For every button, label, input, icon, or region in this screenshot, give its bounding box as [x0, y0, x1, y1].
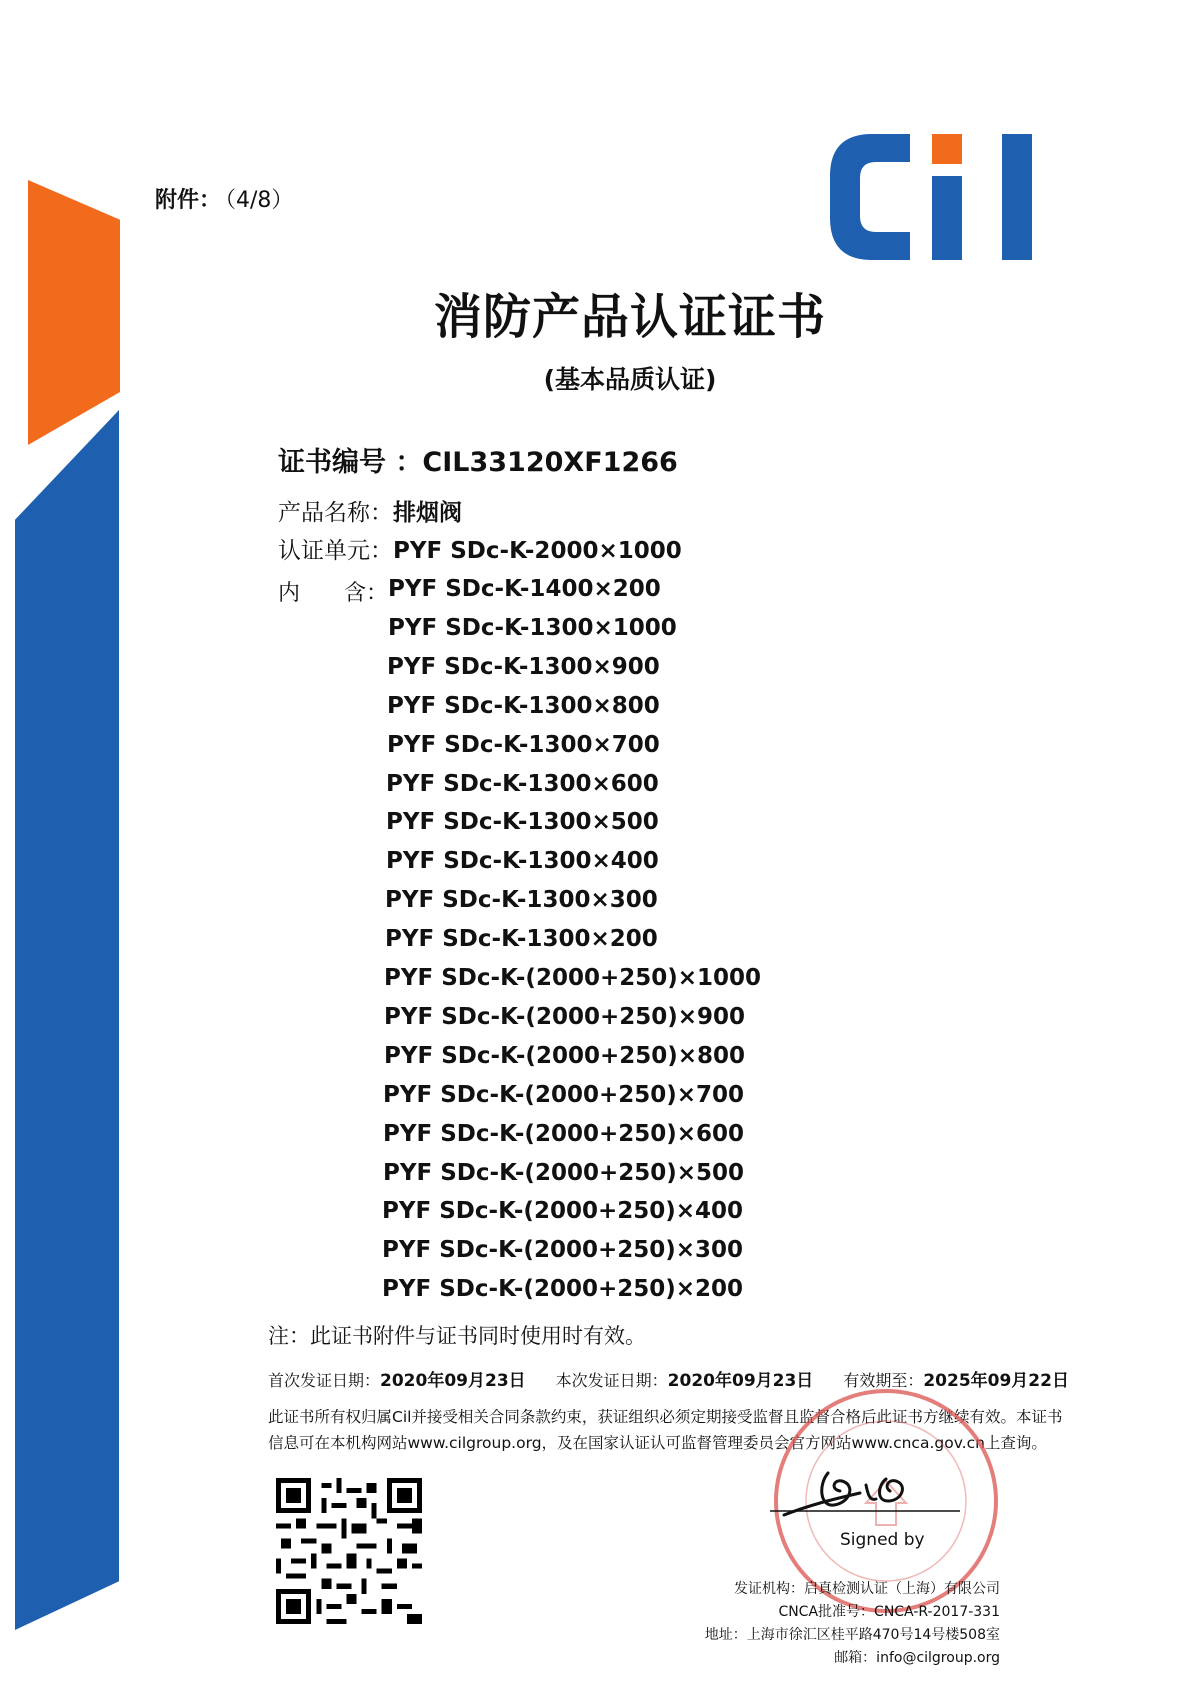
- model-item: PYF SDc-K-(2000+250)×900: [384, 1003, 746, 1030]
- model-item: PYF SDc-K-1300×500: [386, 809, 659, 836]
- model-item: PYF SDc-K-(2000+250)×1000: [384, 965, 762, 991]
- issuer-info: [705, 1578, 1000, 1670]
- product-name-row: [278, 498, 462, 528]
- decorative-blue-stripe: [15, 410, 119, 1630]
- model-item: PYF SDc-K-1300×900: [387, 653, 660, 680]
- model-item: PYF SDc-K-1300×600: [386, 770, 659, 797]
- certificate-subtitle: (基本品质认证): [543, 365, 717, 394]
- content-label: 内 含：: [278, 581, 389, 606]
- model-item: PYF SDc-K-1300×800: [387, 692, 660, 719]
- model-item: PYF SDc-K-(2000+250)×800: [384, 1042, 746, 1069]
- model-item: PYF SDc-K-1300×1000: [388, 614, 677, 641]
- qr-code: [276, 1478, 422, 1624]
- model-item: PYF SDc-K-(2000+250)×700: [383, 1081, 745, 1108]
- expiry-label: 有效期至：: [843, 1371, 924, 1390]
- product-name-value: 排烟阀: [393, 500, 462, 526]
- signature: [770, 1455, 960, 1525]
- first-issue-date: 2020年09月23日: [380, 1371, 526, 1391]
- certificate-number: 证书编号 ：CIL33120XF1266: [278, 447, 678, 478]
- model-item: PYF SDc-K-1300×700: [387, 731, 660, 758]
- ownership-statement: 此证书所有权归属Cil并接受相关合同条款约束，获证组织必须定期接受监督且监督合格后此证书方继续有效。本证书信息可在本机构网站www.cilgroup.org，及在国家认证认可监督管理委员会官方网站www.cnca.gov.cn上查询。: [268, 1408, 1063, 1452]
- validity-note: 注：此证书附件与证书同时使用时有效。: [268, 1324, 646, 1348]
- issuing-organization: 发证机构：启真检测认证（上海）有限公司: [734, 1581, 1000, 1597]
- cnca-approval-number: CNCA批准号：CNCA-R-2017-331: [778, 1604, 1000, 1620]
- issuer-address: 地址：上海市徐汇区桂平路470号14号楼508室: [704, 1627, 1000, 1643]
- signed-by-label: Signed by: [840, 1530, 925, 1550]
- model-item: PYF SDc-K-(2000+250)×300: [382, 1237, 744, 1264]
- model-item: PYF SDc-K-1300×300: [385, 887, 658, 914]
- model-item: PYF SDc-K-1400×200: [388, 576, 661, 602]
- current-issue-label: 本次发证日期：: [555, 1371, 668, 1390]
- model-item: PYF SDc-K-(2000+250)×600: [383, 1120, 745, 1147]
- model-item: PYF SDc-K-1300×200: [385, 926, 658, 953]
- product-name-label: 产品名称：: [278, 500, 393, 526]
- cil-logo: [822, 126, 1058, 266]
- certificate-title: 消防产品认证证书: [433, 289, 826, 345]
- model-item: PYF SDc-K-(2000+250)×400: [382, 1198, 744, 1225]
- cert-unit-label: 认证单元：: [278, 538, 393, 564]
- expiry-date: 2025年09月22日: [923, 1371, 1069, 1391]
- model-item: PYF SDc-K-(2000+250)×500: [383, 1159, 745, 1186]
- model-item: PYF SDc-K-(2000+250)×200: [382, 1276, 744, 1303]
- model-item: PYF SDc-K-1300×400: [386, 848, 659, 875]
- issuer-email: 邮箱：info@cilgroup.org: [834, 1650, 1000, 1666]
- cert-unit-row: [278, 536, 682, 566]
- cert-unit-value: PYF SDc-K-2000×1000: [393, 538, 682, 564]
- attachment-number: 附件： （4/8）: [155, 188, 294, 213]
- first-issue-label: 首次发证日期：: [268, 1371, 381, 1390]
- current-issue-date: 2020年09月23日: [667, 1371, 814, 1391]
